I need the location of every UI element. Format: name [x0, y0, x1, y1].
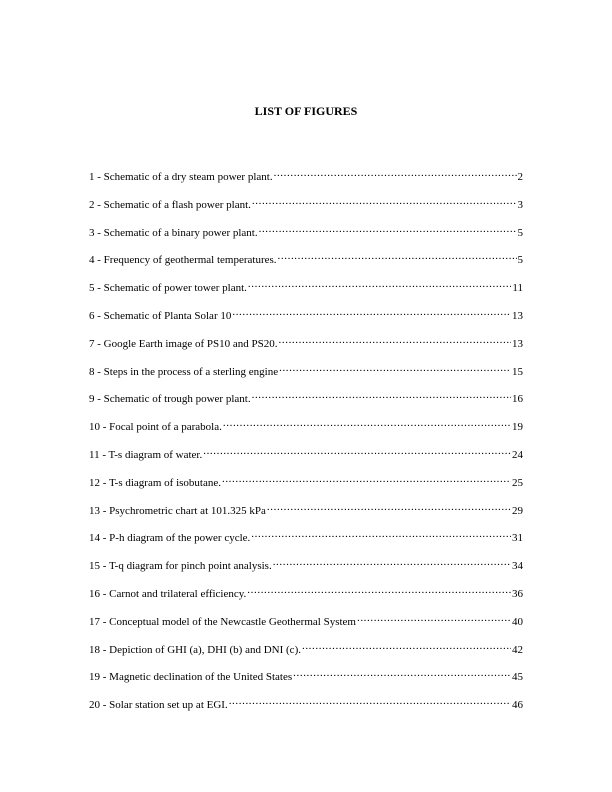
page-title: LIST OF FIGURES — [254, 104, 358, 118]
list-item — [89, 444, 523, 472]
page-number: 3 — [517, 198, 523, 211]
dot-leader — [293, 666, 511, 680]
dot-leader — [252, 194, 517, 208]
dot-leader — [223, 416, 511, 430]
list-item — [89, 277, 523, 305]
list-item — [89, 388, 523, 416]
list-item — [89, 305, 523, 333]
page-number: 46 — [512, 699, 523, 712]
dot-leader — [279, 333, 511, 347]
figure-caption: 13 - Psychrometric chart at 101.325 kPa — [89, 504, 266, 517]
page-number: 34 — [512, 560, 523, 573]
dot-leader — [247, 583, 511, 597]
page-number: 29 — [512, 504, 523, 517]
figure-caption: 6 - Schematic of Planta Solar 10 — [89, 309, 232, 322]
dot-leader — [252, 388, 511, 402]
figure-caption: 19 - Magnetic declination of the United States — [89, 671, 293, 684]
list-item — [89, 694, 523, 722]
list-of-figures — [89, 166, 523, 722]
page-number: 45 — [512, 671, 523, 684]
dot-leader — [232, 305, 511, 319]
dot-leader — [302, 639, 511, 653]
dot-leader — [251, 527, 511, 541]
dot-leader — [267, 500, 511, 514]
dot-leader — [278, 249, 517, 263]
dot-leader — [229, 694, 511, 708]
page-number: 2 — [517, 171, 523, 183]
figure-caption: 14 - P-h diagram of the power cycle. — [89, 532, 251, 545]
page-number: 5 — [517, 226, 523, 239]
page-number: 11 — [512, 282, 523, 295]
dot-leader — [279, 361, 511, 375]
list-item — [89, 639, 523, 667]
page-number: 16 — [512, 393, 523, 406]
dot-leader — [274, 166, 517, 180]
figure-caption: 1 - Schematic of a dry steam power plant. — [89, 171, 273, 183]
dot-leader — [273, 555, 511, 569]
page-number: 13 — [512, 337, 523, 350]
figure-caption: 12 - T-s diagram of isobutane. — [89, 476, 221, 489]
list-item — [89, 166, 523, 194]
page-number: 15 — [512, 365, 523, 378]
list-item — [89, 555, 523, 583]
figure-caption: 18 - Depiction of GHI (a), DHI (b) and DNI (c). — [89, 643, 301, 656]
dot-leader — [203, 444, 511, 458]
page-number: 25 — [512, 476, 523, 489]
figure-caption: 3 - Schematic of a binary power plant. — [89, 226, 258, 239]
page-number: 19 — [512, 421, 523, 434]
figure-caption: 4 - Frequency of geothermal temperatures. — [89, 254, 277, 267]
list-item — [89, 416, 523, 444]
figure-caption: 17 - Conceptual model of the Newcastle Geothermal System — [89, 615, 356, 628]
dot-leader — [248, 277, 511, 291]
list-item — [89, 583, 523, 611]
figure-caption: 11 - T-s diagram of water. — [89, 448, 203, 461]
figure-caption: 20 - Solar station set up at EGI. — [89, 699, 228, 712]
list-item — [89, 527, 523, 555]
list-item — [89, 500, 523, 528]
list-item — [89, 333, 523, 361]
figure-caption: 7 - Google Earth image of PS10 and PS20. — [89, 337, 278, 350]
figure-caption: 8 - Steps in the process of a sterling engine — [89, 365, 279, 378]
list-item — [89, 194, 523, 222]
page-number: 36 — [512, 587, 523, 600]
list-item — [89, 222, 523, 250]
dot-leader — [357, 611, 511, 625]
list-item — [89, 361, 523, 389]
page-number: 31 — [512, 532, 523, 545]
page-number: 24 — [512, 448, 523, 461]
page-number: 42 — [512, 643, 523, 656]
figure-caption: 2 - Schematic of a flash power plant. — [89, 198, 251, 211]
page-number: 40 — [512, 615, 523, 628]
figure-caption: 5 - Schematic of power tower plant. — [89, 282, 247, 295]
list-item — [89, 249, 523, 277]
dot-leader — [222, 472, 511, 486]
list-item — [89, 666, 523, 694]
page-number: 5 — [517, 254, 523, 267]
dot-leader — [259, 222, 517, 236]
figure-caption: 10 - Focal point of a parabola. — [89, 421, 222, 434]
figure-caption: 9 - Schematic of trough power plant. — [89, 393, 251, 406]
page-number: 13 — [512, 309, 523, 322]
figure-caption: 15 - T-q diagram for pinch point analysis. — [89, 560, 272, 573]
list-item — [89, 472, 523, 500]
list-item — [89, 611, 523, 639]
figure-caption: 16 - Carnot and trilateral efficiency. — [89, 587, 247, 600]
